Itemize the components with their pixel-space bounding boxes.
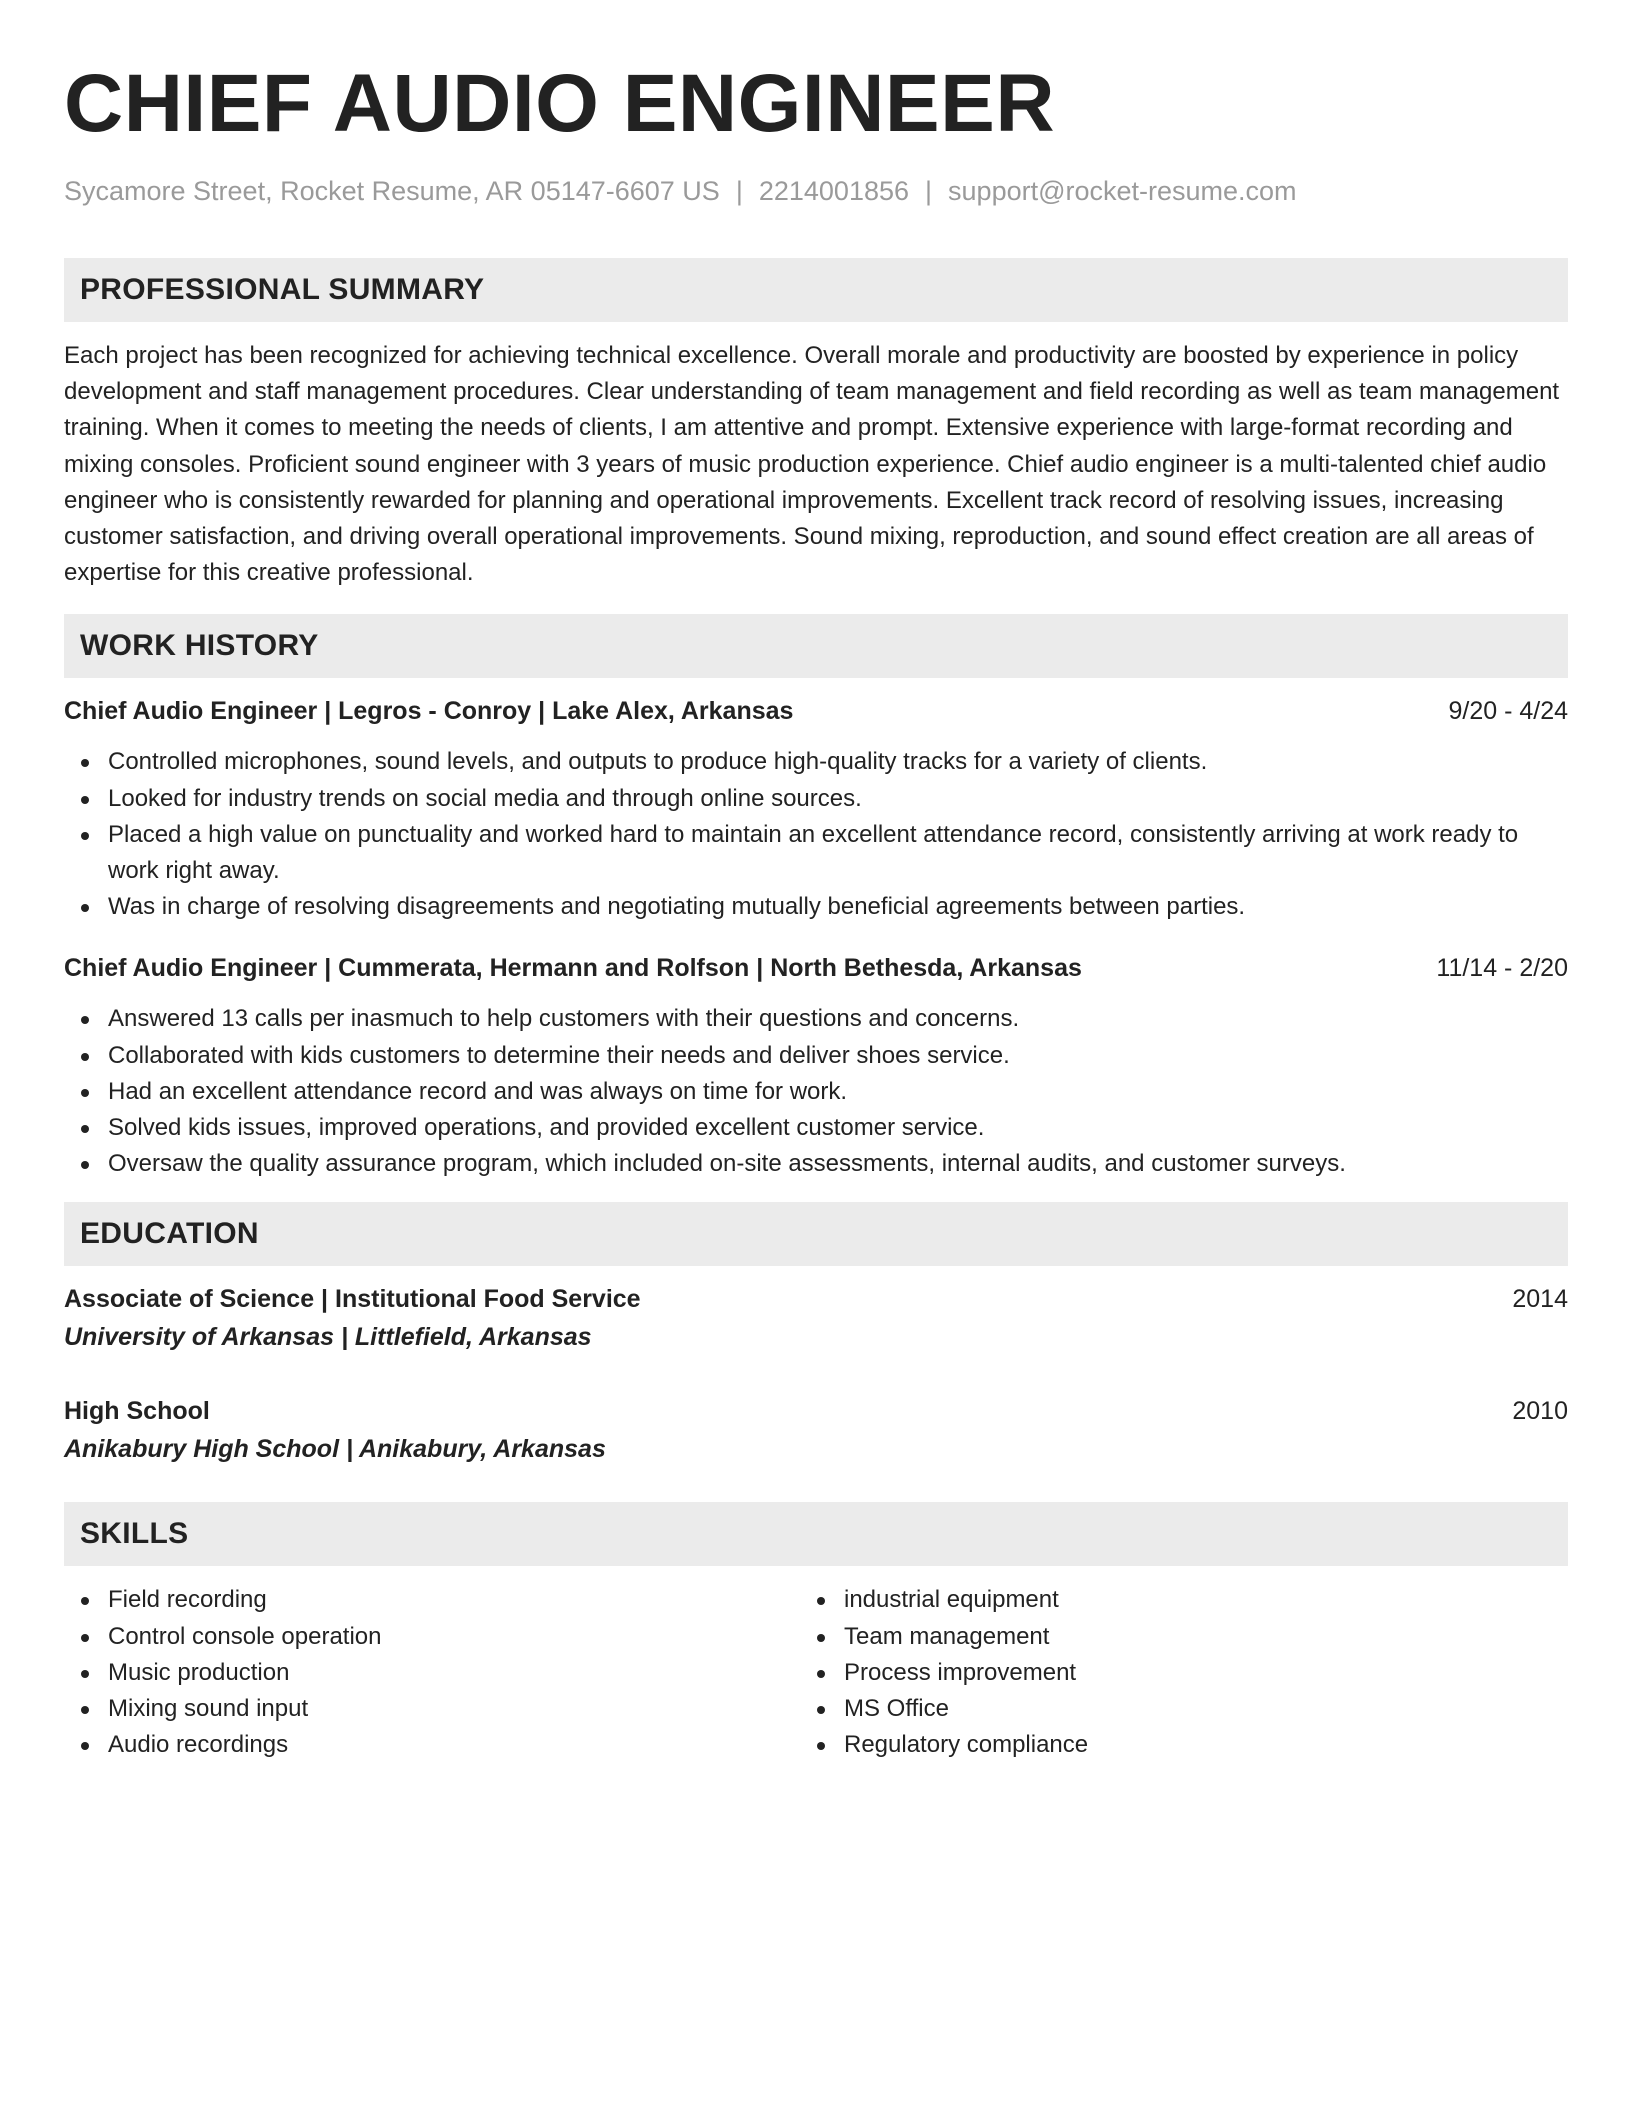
skill-item: Music production — [64, 1655, 800, 1691]
skill-item: Mixing sound input — [64, 1691, 800, 1727]
contact-phone: 2214001856 — [758, 176, 910, 206]
contact-address: Sycamore Street, Rocket Resume, AR 05147-6607 US — [64, 176, 720, 206]
job-bullets — [64, 744, 1568, 925]
skills-list-right — [800, 1582, 1536, 1763]
education-entry — [64, 1394, 1568, 1466]
list-item: Answered 13 calls per inasmuch to help customers with their questions and concerns. — [64, 1001, 1568, 1037]
skill-item: Regulatory compliance — [800, 1727, 1536, 1763]
list-item: Collaborated with kids customers to determine their needs and deliver shoes service. — [64, 1038, 1568, 1074]
list-item: Oversaw the quality assurance program, which included on-site assessments, internal audits, and customer surveys. — [64, 1146, 1568, 1182]
list-item: Was in charge of resolving disagreements and negotiating mutually beneficial agreements between parties. — [64, 889, 1568, 925]
education-entry — [64, 1282, 1568, 1354]
job-dates: 9/20 - 4/24 — [1448, 697, 1568, 726]
skill-item: Control console operation — [64, 1619, 800, 1655]
skill-item: Team management — [800, 1619, 1536, 1655]
skill-item: Field recording — [64, 1582, 800, 1618]
contact-separator: | — [735, 176, 743, 206]
education-school: Anikabury High School | Anikabury, Arkansas — [64, 1435, 606, 1464]
job-title: Chief Audio Engineer | Cummerata, Hermann and Rolfson | North Bethesda, Arkansas — [64, 954, 1082, 983]
job-header — [64, 951, 1568, 985]
skill-item: Process improvement — [800, 1655, 1536, 1691]
section-header-summary — [64, 258, 1568, 322]
list-item: Had an excellent attendance record and was always on time for work. — [64, 1074, 1568, 1110]
job-entry — [64, 951, 1568, 1182]
contact-separator: | — [925, 176, 933, 206]
section-header-education — [64, 1202, 1568, 1266]
education-degree: Associate of Science | Institutional Food Service — [64, 1285, 641, 1314]
education-degree: High School — [64, 1397, 210, 1426]
job-dates: 11/14 - 2/20 — [1436, 954, 1568, 983]
skills-list-left — [64, 1582, 800, 1763]
section-title: PROFESSIONAL SUMMARY — [80, 273, 485, 306]
job-entry — [64, 694, 1568, 925]
list-item: Solved kids issues, improved operations, and provided excellent customer service. — [64, 1110, 1568, 1146]
skill-item: industrial equipment — [800, 1582, 1536, 1618]
section-title: EDUCATION — [80, 1217, 259, 1251]
summary-paragraph: Each project has been recognized for achieving technical excellence. Overall morale and productivity are boosted by experience in policy development and staff management procedures. Clear understanding of team management and field recording as well as team management training. When it comes to meeting the needs of clients, I am attentive and prompt. Extensive experience with large-format recording and mixing consoles. Proficient sound engineer with 3 years of music production experience. Chief audio engineer is a multi-talented chief audio engineer who is consistently rewarded for planning and operational improvements. Excellent track record of resolving issues, increasing customer satisfaction, and driving overall operational improvements. Sound mixing, reproduction, and sound effect creation are all areas of expertise for this creative professional. — [64, 342, 1560, 587]
skills-columns — [64, 1582, 1568, 1763]
education-header — [64, 1282, 1568, 1316]
education-header — [64, 1394, 1568, 1428]
list-item: Controlled microphones, sound levels, and outputs to produce high-quality tracks for a variety of clients. — [64, 744, 1568, 780]
skill-item: MS Office — [800, 1691, 1536, 1727]
contact-email: support@rocket-resume.com — [948, 176, 1297, 206]
education-year: 2010 — [1512, 1397, 1568, 1426]
section-title: WORK HISTORY — [80, 629, 319, 663]
section-header-skills — [64, 1502, 1568, 1566]
job-title: Chief Audio Engineer | Legros - Conroy | Lake Alex, Arkansas — [64, 697, 794, 726]
section-title: SKILLS — [80, 1517, 189, 1551]
education-year: 2014 — [1512, 1285, 1568, 1314]
education-school: University of Arkansas | Littlefield, Arkansas — [64, 1323, 592, 1352]
job-header — [64, 694, 1568, 728]
list-item: Placed a high value on punctuality and worked hard to maintain an excellent attendance record, consistently arriving at work ready to work right away. — [64, 817, 1568, 889]
section-header-work-history — [64, 614, 1568, 678]
skill-item: Audio recordings — [64, 1727, 800, 1763]
job-bullets — [64, 1001, 1568, 1182]
contact-line — [64, 174, 1568, 208]
list-item: Looked for industry trends on social media and through online sources. — [64, 781, 1568, 817]
resume-name: CHIEF AUDIO ENGINEER — [64, 58, 1056, 149]
